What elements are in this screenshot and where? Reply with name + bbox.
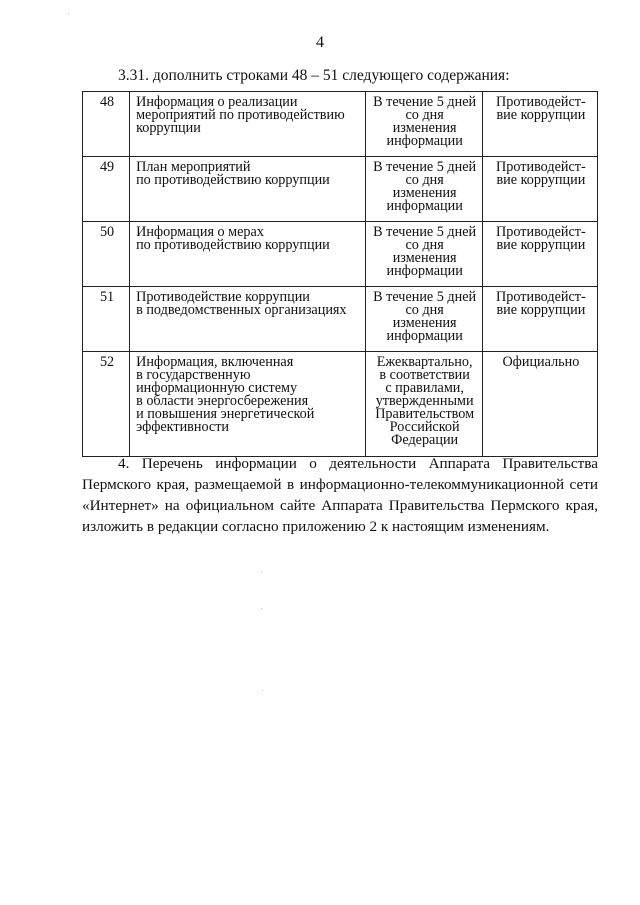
row-info-name: Информация, включенная в государственную информационную систему в области энергосбережения и повышения энергетической эффективности: [136, 354, 315, 435]
amendment-intro: 3.31. дополнить строками 48 – 51 следующего содержания:: [118, 67, 510, 84]
row-number: 50: [83, 222, 130, 287]
scan-speck: [262, 690, 263, 691]
table-row: [83, 222, 598, 287]
scan-speck: [261, 572, 262, 573]
item-4-paragraph: 4. Перечень информации о деятельности Аппарата Правительства Пермского края, размещаемой в информационно-телекоммуникационной сети «Интернет» на официальном сайте Аппарата Правительства Пермского края, изложить в редакции согласно приложению 2 к настоящим изменениям.: [82, 455, 598, 535]
page-number: 4: [316, 34, 324, 51]
row-section: Противодейст- вие коррупции: [496, 159, 586, 188]
row-info-name: План мероприятий по противодействию коррупции: [136, 159, 330, 188]
row-info-name: Информация о мерах по противодействию коррупции: [136, 224, 330, 253]
row-update-term: В течение 5 дней со дня изменения информации: [373, 94, 477, 149]
table-row: [83, 352, 598, 457]
row-section: Официально: [502, 354, 580, 370]
scan-speck: [68, 13, 69, 14]
scan-speck: [261, 608, 262, 609]
row-number: 49: [83, 157, 130, 222]
row-update-term: В течение 5 дней со дня изменения информации: [373, 224, 477, 279]
table-row: [83, 92, 598, 157]
row-section: Противодейст- вие коррупции: [496, 94, 586, 123]
row-number: 51: [83, 287, 130, 352]
row-update-term: В течение 5 дней со дня изменения информации: [373, 159, 477, 214]
row-update-term: Ежеквартально, в соответствии с правилами, утвержденными Правительством Российской Федерации: [375, 354, 475, 448]
row-section: Противодейст- вие коррупции: [496, 224, 586, 253]
row-number: 52: [83, 352, 130, 457]
row-info-name: Противодействие коррупции в подведомственных организациях: [136, 289, 347, 318]
amendment-table: [82, 91, 598, 457]
row-section: Противодейст- вие коррупции: [496, 289, 586, 318]
row-update-term: В течение 5 дней со дня изменения информации: [373, 289, 477, 344]
row-number: 48: [83, 92, 130, 157]
table-row: [83, 287, 598, 352]
table-row: [83, 157, 598, 222]
row-info-name: Информация о реализации мероприятий по противодействию коррупции: [136, 94, 345, 136]
